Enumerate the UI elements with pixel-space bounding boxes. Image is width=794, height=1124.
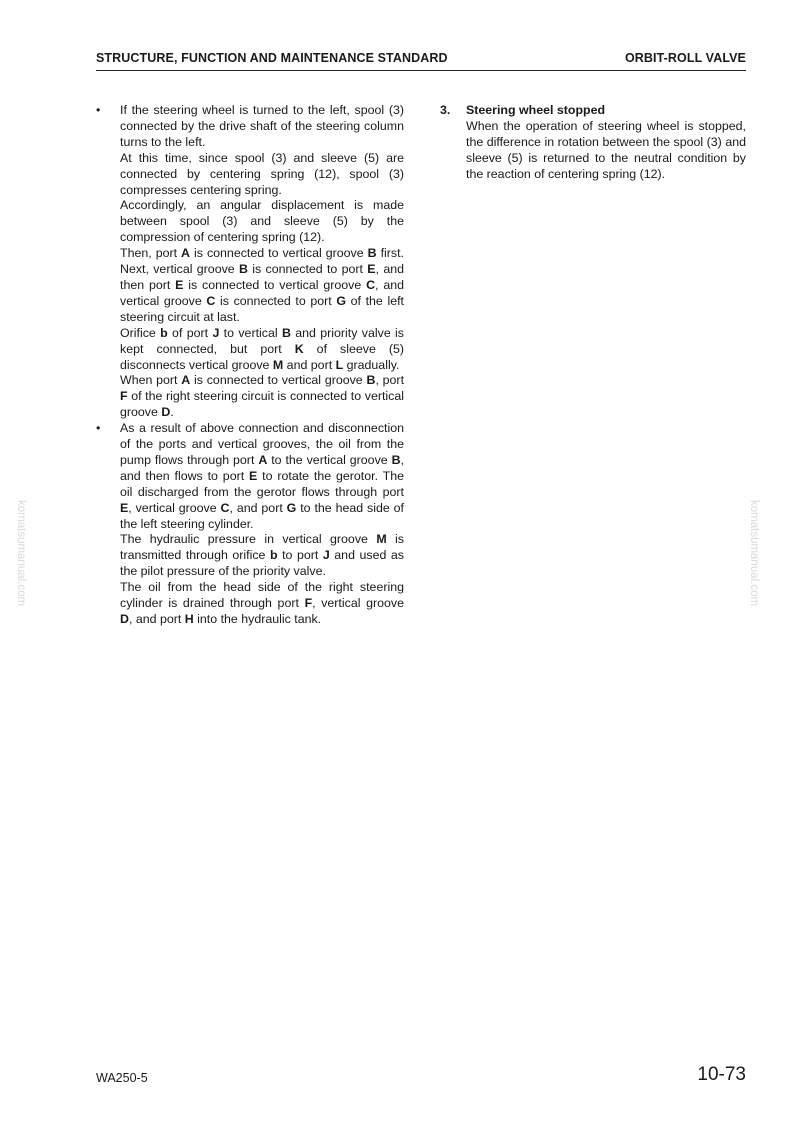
paragraph: When the operation of steering wheel is stopped, the difference in rotation between the spool (3) and sleeve (5) is returned to the neutral condition by the reaction of centering spring (12). xyxy=(466,118,746,181)
bold-label: H xyxy=(184,612,194,626)
bold-label: G xyxy=(286,500,297,515)
paragraph: The hydraulic pressure in vertical groove M is transmitted through orifice b to port J and used as the pilot pressure of the priority valve. xyxy=(120,532,404,579)
bold-label: D xyxy=(120,612,129,626)
bold-label: E xyxy=(175,277,184,292)
paragraph: If the steering wheel is turned to the left, spool (3) connected by the drive shaft of the steering column turns to the left. xyxy=(120,103,404,149)
bold-label: B xyxy=(238,262,248,277)
bold-label: F xyxy=(304,596,313,611)
bold-label: B xyxy=(366,373,376,388)
bold-label: C xyxy=(206,293,216,308)
watermark-right: komatsumanual.com xyxy=(748,500,760,607)
paragraph: At this time, since spool (3) and sleeve (5) are connected by centering spring (12), spool (3) compresses centering spring. xyxy=(120,150,404,197)
page-header xyxy=(96,50,746,71)
bold-label: B xyxy=(367,246,377,261)
bold-label: E xyxy=(367,262,376,277)
watermark-left: komatsumanual.com xyxy=(15,500,27,607)
paragraph: The oil from the head side of the right steering cylinder is drained through port F, vertical groove D, and port H into the hydraulic tank. xyxy=(120,580,404,626)
bold-label: C xyxy=(220,500,230,515)
bold-label: E xyxy=(120,500,129,515)
paragraph: When port A is connected to vertical groove B, port F of the right steering circuit is connected to vertical groove D. xyxy=(120,373,405,420)
bold-label: E xyxy=(249,468,258,483)
paragraph: Then, port A is connected to vertical groove B first. Next, vertical groove B is connected to port E, and then port E is connected to vertical groove C, and vertical groove C is connected to port G of the left steering circuit at last. xyxy=(120,246,404,324)
bold-label: G xyxy=(336,293,346,308)
bullet-marker: • xyxy=(96,103,101,117)
bold-label: L xyxy=(335,357,344,372)
bold-label: b xyxy=(160,325,168,340)
bold-label: A xyxy=(181,246,190,261)
footer-model: WA250-5 xyxy=(96,1071,148,1085)
bold-label: M xyxy=(272,357,284,372)
section-number: 3. xyxy=(440,103,451,117)
bold-label: F xyxy=(120,389,128,404)
bullet-marker: • xyxy=(96,421,101,436)
section-3 xyxy=(440,103,746,183)
bold-label: B xyxy=(281,325,291,340)
paragraph: Orifice b of port J to vertical B and priority valve is kept connected, but port K of sleeve (5) disconnects vertical groove M and port L gradually. xyxy=(120,325,405,372)
page-number: 10-73 xyxy=(697,1064,746,1085)
bold-label: C xyxy=(366,277,376,292)
section-title: Steering wheel stopped xyxy=(466,103,606,117)
bold-label: D xyxy=(161,405,171,420)
right-column xyxy=(440,103,746,183)
bold-label: J xyxy=(322,548,330,563)
bold-label: M xyxy=(376,532,387,547)
header-title: STRUCTURE, FUNCTION AND MAINTENANCE STANDARD xyxy=(96,51,448,65)
left-column xyxy=(94,103,404,628)
bold-label: J xyxy=(212,325,220,340)
paragraph: Accordingly, an angular displacement is made between spool (3) and sleeve (5) by the compression of centering spring (12). xyxy=(120,198,404,245)
bold-label: K xyxy=(294,341,304,356)
header-section-title: ORBIT-ROLL VALVE xyxy=(624,51,746,65)
bullet-item-1 xyxy=(94,103,404,421)
bullet-item-2 xyxy=(94,421,404,628)
bold-label: B xyxy=(391,452,401,467)
bold-label: A xyxy=(258,452,268,467)
bold-label: A xyxy=(181,373,191,388)
bold-label: b xyxy=(269,548,278,563)
paragraph: As a result of above connection and disconnection of the ports and vertical grooves, the oil from the pump flows through port A to the vertical groove B, and then flows to port E to rotate the gerotor. The oil discharged from the gerotor flows through port E, vertical groove C, and port G to the head side of the left steering cylinder. xyxy=(120,421,404,531)
